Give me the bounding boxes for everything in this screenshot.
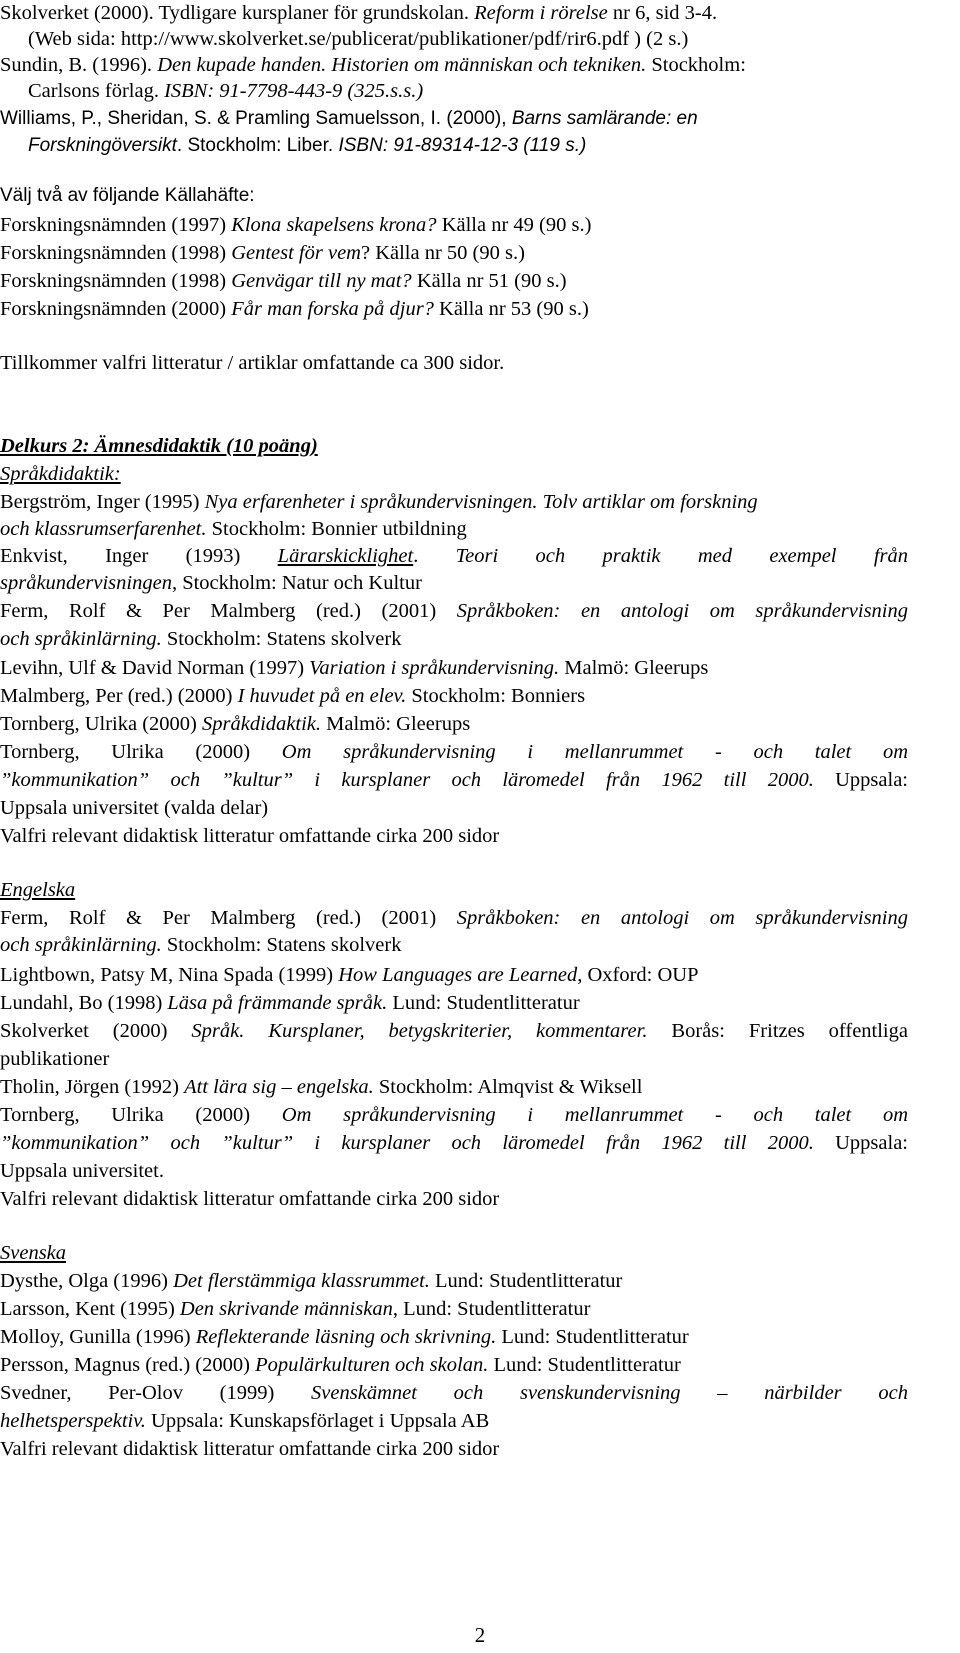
text-line [0, 1324, 960, 1350]
text-line [0, 489, 960, 515]
text-segment: helhetsperspektiv. [0, 1410, 146, 1432]
text-segment: och klassrumserfarenhet. [0, 518, 207, 540]
text-segment: ? Källa nr 50 (90 s.) [360, 242, 525, 264]
text-line [0, 711, 960, 737]
text-segment: Uppsala universitet. [0, 1160, 164, 1182]
text-segment: Forskningsnämnden (1997) [0, 214, 232, 236]
text-line [0, 1186, 960, 1212]
text-line [0, 570, 960, 596]
text-segment: Det flerstämmiga klassrummet. [173, 1270, 430, 1292]
text-segment: Stockholm: Almqvist & Wiksell [373, 1076, 643, 1098]
text-segment: Forskningöversikt [28, 135, 177, 156]
text-segment: Sundin, B. (1996). [0, 54, 158, 76]
text-line [0, 516, 960, 542]
text-segment: Dysthe, Olga (1996) [0, 1270, 174, 1292]
text-segment: Reflekterande läsning och skrivning. [195, 1326, 497, 1348]
text-segment: Språkdidaktik. [202, 713, 321, 735]
text-segment: Variation i språkundervisning. [309, 657, 560, 679]
text-segment: Williams, P., Sheridan, S. & Pramling Samuelsson, I. (2000), [0, 108, 512, 129]
text-segment: Nya erfarenheter i språkundervisningen. Tolv artiklar om forskning [204, 491, 758, 513]
text-segment: Skolverket (2000). Tydligare kursplaner för grundskolan. [0, 2, 475, 24]
text-segment: Lund: Studentlitteratur [429, 1270, 623, 1292]
text-segment: Forskningsnämnden (1998) [0, 270, 232, 292]
text-segment: Valfri relevant didaktisk litteratur omfattande cirka 200 sidor [0, 1438, 500, 1460]
text-segment: Malmberg, Per (red.) (2000) [0, 685, 238, 707]
text-segment: , Lund: Studentlitteratur [392, 1298, 591, 1320]
text-line [0, 183, 960, 209]
text-segment: Malmö: Gleerups [321, 713, 471, 735]
text-segment: Lund: Studentlitteratur [496, 1326, 689, 1348]
text-segment: Genvägar till ny mat? [231, 270, 412, 292]
text-segment: Om språkundervisning i mellanrummet - och talet om [281, 741, 908, 763]
text-segment: Teori och praktik med exempel från [455, 545, 909, 567]
text-segment: . [413, 545, 456, 567]
text-line [0, 1408, 960, 1434]
text-segment: Tornberg, Ulrika (2000) [0, 741, 282, 763]
text-segment: Enkvist, Inger (1993) [0, 545, 278, 567]
text-segment: Klona skapelsens krona? [231, 214, 437, 236]
text-segment: Malmö: Gleerups [559, 657, 709, 679]
text-segment: I huvudet på en elev. [237, 685, 407, 707]
text-segment: Lund: Studentlitteratur [387, 992, 580, 1014]
text-line [0, 296, 960, 322]
text-segment: ISBN: 91-89314-12-3 (119 s.) [338, 135, 587, 156]
text-line [0, 212, 960, 238]
text-line [0, 626, 960, 652]
page-number: 2 [474, 1623, 486, 1647]
text-segment: språkundervisningen [0, 572, 172, 594]
text-line [0, 932, 960, 958]
text-line [0, 1158, 960, 1184]
text-segment: Språk. Kursplaner, betygskriterier, kommentarer. [191, 1020, 648, 1042]
text-line [0, 767, 908, 793]
text-line [0, 106, 960, 132]
text-segment: (Web sida: http://www.skolverket.se/publicerat/publikationer/pdf/rir6.pdf ) (2 s.) [28, 28, 689, 50]
text-segment: Valfri relevant didaktisk litteratur omfattande cirka 200 sidor [0, 825, 500, 847]
text-segment: Språkdidaktik: [0, 463, 121, 485]
text-segment: Ferm, Rolf & Per Malmberg (red.) (2001) [0, 907, 457, 929]
text-segment: Skolverket (2000) [0, 1020, 192, 1042]
text-segment: Tornberg, Ulrika (2000) [0, 1104, 282, 1126]
text-segment: Valfri relevant didaktisk litteratur omfattande cirka 200 sidor [0, 1188, 500, 1210]
text-line [28, 133, 960, 159]
text-segment: Molloy, Gunilla (1996) [0, 1326, 196, 1348]
text-line [0, 905, 908, 931]
text-line [0, 1130, 908, 1156]
text-segment: , Stockholm: Natur och Kultur [171, 572, 422, 594]
text-segment: Svenskämnet och svenskundervisning – närbilder och [311, 1382, 908, 1404]
text-line [28, 26, 960, 52]
text-line [0, 1352, 960, 1378]
text-segment: ISBN: 91-7798-443-9 (325.s.s.) [164, 80, 424, 102]
text-line [0, 240, 960, 266]
text-line [0, 433, 960, 459]
text-segment: Språkboken: en antologi om språkundervisning [456, 907, 908, 929]
text-line [0, 1296, 960, 1322]
text-line [0, 461, 960, 487]
text-segment: Larsson, Kent (1995) [0, 1298, 180, 1320]
text-segment: Reform i rörelse [474, 2, 608, 24]
text-line [0, 0, 960, 26]
text-segment: Delkurs 2: Ämnesdidaktik (10 poäng) [0, 435, 318, 457]
text-segment: , Oxford: OUP [577, 964, 699, 986]
text-segment: Persson, Magnus (red.) (2000) [0, 1354, 256, 1376]
text-segment: Tornberg, Ulrika (2000) [0, 713, 202, 735]
text-segment: Källa nr 53 (90 s.) [433, 298, 589, 320]
text-segment: Läsa på främmande språk. [167, 992, 388, 1014]
text-line [0, 655, 960, 681]
text-segment: publikationer [0, 1048, 110, 1070]
text-segment: Källa nr 51 (90 s.) [411, 270, 567, 292]
text-segment: nr 6, sid 3-4. [607, 2, 718, 24]
text-line [0, 598, 908, 624]
text-segment: Carlsons förlag. [28, 80, 165, 102]
text-segment: ”kommunikation” och ”kultur” i kursplaner och läromedel från 1962 till 2000. [0, 1132, 814, 1154]
text-line [0, 1380, 908, 1406]
text-segment: och språkinlärning. [0, 934, 162, 956]
text-segment: Stockholm: [646, 54, 746, 76]
text-segment: Levihn, Ulf & David Norman (1997) [0, 657, 310, 679]
text-segment: Språkboken: en antologi om språkundervisning [456, 600, 908, 622]
text-segment: Svedner, Per-Olov (1999) [0, 1382, 312, 1404]
text-segment: och språkinlärning. [0, 628, 162, 650]
text-line [0, 543, 908, 569]
text-segment: Lundahl, Bo (1998) [0, 992, 168, 1014]
text-segment: Populärkulturen och skolan. [255, 1354, 489, 1376]
text-line [0, 52, 960, 78]
text-segment: Uppsala universitet (valda delar) [0, 797, 269, 819]
text-segment: Barns samlärande: en [511, 108, 698, 129]
text-segment: Bergström, Inger (1995) [0, 491, 205, 513]
text-segment: . Stockholm: Liber. [176, 135, 339, 156]
text-segment: Forskningsnämnden (1998) [0, 242, 232, 264]
text-segment: Tillkommer valfri litteratur / artiklar omfattande ca 300 sidor. [0, 352, 505, 374]
text-line [0, 1102, 908, 1128]
text-segment: How Languages are Learned [338, 964, 578, 986]
text-line [0, 739, 908, 765]
text-line [0, 1436, 960, 1462]
text-line [0, 1018, 908, 1044]
text-segment: Stockholm: Statens skolverk [161, 628, 402, 650]
text-segment: Om språkundervisning i mellanrummet - och talet om [281, 1104, 908, 1126]
text-segment: Uppsala: [813, 1132, 908, 1154]
text-segment: Att lära sig – engelska. [184, 1076, 374, 1098]
text-line [0, 823, 960, 849]
text-segment: ”kommunikation” och ”kultur” i kursplaner och läromedel från 1962 till 2000. [0, 769, 814, 791]
text-segment: Välj två av följande Källahäfte: [0, 185, 255, 206]
text-segment: Engelska [0, 879, 76, 901]
text-segment: Den kupade handen. Historien om människan och tekniken. [157, 54, 647, 76]
text-segment: Tholin, Jörgen (1992) [0, 1076, 185, 1098]
text-line [0, 877, 960, 903]
text-segment: Den skrivande människan [179, 1298, 393, 1320]
text-line [0, 683, 960, 709]
text-line [0, 1046, 960, 1072]
text-segment: Lund: Studentlitteratur [488, 1354, 681, 1376]
text-segment: Stockholm: Statens skolverk [161, 934, 402, 956]
text-line [0, 795, 960, 821]
text-segment: Lärarskicklighet [277, 545, 414, 567]
text-line [0, 350, 960, 376]
text-segment: Uppsala: Kunskapsförlaget i Uppsala AB [145, 1410, 490, 1432]
text-segment: Ferm, Rolf & Per Malmberg (red.) (2001) [0, 600, 457, 622]
text-segment: Stockholm: Bonnier utbildning [206, 518, 467, 540]
text-segment: Får man forska på djur? [231, 298, 434, 320]
text-segment: Gentest för vem [231, 242, 361, 264]
text-line [0, 990, 960, 1016]
text-segment: Stockholm: Bonniers [406, 685, 586, 707]
text-segment: Svenska [0, 1242, 67, 1264]
text-segment: Lightbown, Patsy M, Nina Spada (1999) [0, 964, 339, 986]
text-line [0, 962, 960, 988]
text-segment: Borås: Fritzes offentliga [647, 1020, 908, 1042]
text-line [0, 268, 960, 294]
text-line [28, 78, 960, 104]
text-line [0, 1240, 960, 1266]
text-segment: Forskningsnämnden (2000) [0, 298, 232, 320]
text-segment: Källa nr 49 (90 s.) [436, 214, 592, 236]
text-line [0, 1074, 960, 1100]
text-line [0, 1268, 960, 1294]
text-segment: Uppsala: [813, 769, 908, 791]
